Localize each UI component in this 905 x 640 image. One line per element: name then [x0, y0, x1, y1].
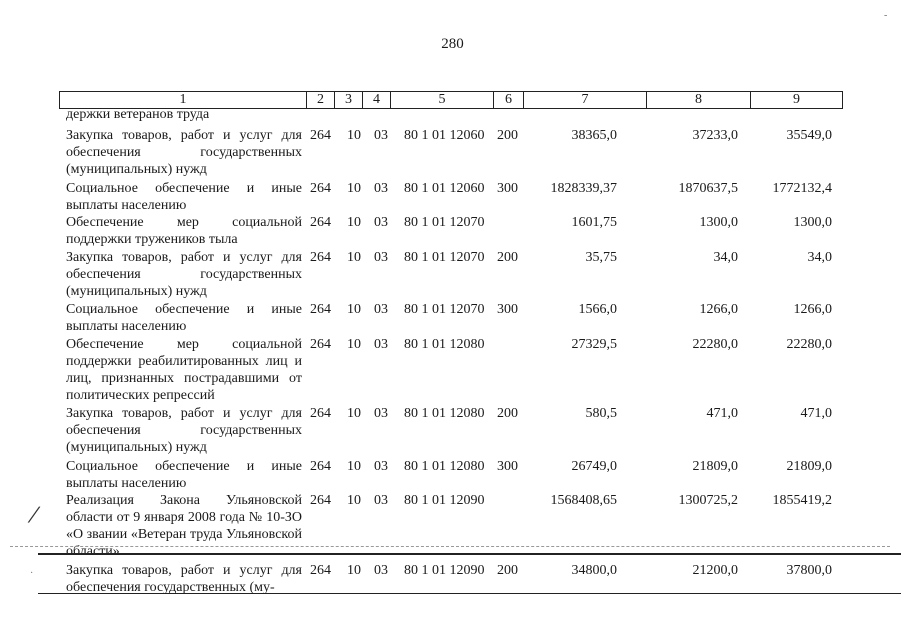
- cell-col-6: 300: [497, 302, 518, 317]
- header-col-8: 8: [646, 92, 750, 108]
- cell-col-5: 80 1 01 12070: [404, 215, 485, 230]
- cell-col-7: 34800,0: [571, 563, 617, 578]
- cell-col-2: 264: [310, 337, 331, 352]
- cell-col-7: 1568408,65: [550, 493, 617, 508]
- bottom-rule: [38, 593, 901, 594]
- header-col-1: 1: [179, 92, 187, 107]
- cell-col-4: 03: [374, 563, 388, 578]
- header-col-3: 3: [334, 92, 362, 108]
- cell-col-6: 200: [497, 250, 518, 265]
- cell-col-8: 21200,0: [692, 563, 738, 578]
- cell-col-3: 10: [347, 302, 361, 317]
- cell-col-8: 1300725,2: [678, 493, 738, 508]
- cell-col-7: 35,75: [585, 250, 617, 265]
- row-description: Социальное обеспечение и иные выплаты населению: [66, 302, 302, 334]
- header-col-4: 4: [362, 92, 390, 108]
- row-description: Закупка товаров, работ и услуг для обеспечения государственных (муниципальных) нужд: [66, 128, 302, 177]
- cell-col-5: 80 1 01 12090: [404, 493, 485, 508]
- cell-col-4: 03: [374, 406, 388, 421]
- cell-col-3: 10: [347, 181, 361, 196]
- cell-col-4: 03: [374, 181, 388, 196]
- cell-col-7: 27329,5: [571, 337, 617, 352]
- cell-col-3: 10: [347, 493, 361, 508]
- cell-col-5: 80 1 01 12060: [404, 181, 485, 196]
- cell-col-8: 1266,0: [699, 302, 738, 317]
- cell-col-7: 580,5: [585, 406, 617, 421]
- cell-col-4: 03: [374, 493, 388, 508]
- cell-col-4: 03: [374, 215, 388, 230]
- header-col-6: 6: [493, 92, 523, 108]
- cell-col-2: 264: [310, 181, 331, 196]
- cell-col-9: 1266,0: [793, 302, 832, 317]
- row-description: Обеспечение мер социальной поддержки реабилитированных лиц и лиц, признанных пострадавшими от политических репрессий: [66, 337, 302, 403]
- page-break-dashed-line: [10, 546, 890, 547]
- cell-col-5: 80 1 01 12080: [404, 406, 485, 421]
- cell-col-7: 1601,75: [571, 215, 617, 230]
- cell-col-3: 10: [347, 563, 361, 578]
- cell-col-9: 1300,0: [793, 215, 832, 230]
- header-col-2: 2: [306, 92, 334, 108]
- cell-col-8: 1870637,5: [678, 181, 738, 196]
- cell-col-8: 34,0: [713, 250, 738, 265]
- cell-col-8: 471,0: [706, 406, 738, 421]
- cell-col-4: 03: [374, 128, 388, 143]
- cell-col-6: 300: [497, 459, 518, 474]
- cell-col-3: 10: [347, 337, 361, 352]
- scan-speck: ·: [30, 568, 34, 579]
- cell-col-6: 200: [497, 406, 518, 421]
- cell-col-2: 264: [310, 406, 331, 421]
- cell-col-3: 10: [347, 215, 361, 230]
- cell-col-8: 37233,0: [692, 128, 738, 143]
- pen-slash-mark: /: [28, 499, 40, 530]
- cell-col-9: 37800,0: [786, 563, 832, 578]
- cell-col-3: 10: [347, 128, 361, 143]
- cell-col-2: 264: [310, 128, 331, 143]
- cell-col-9: 1772132,4: [772, 181, 832, 196]
- cell-col-3: 10: [347, 459, 361, 474]
- cell-col-6: 300: [497, 181, 518, 196]
- row-description: Закупка товаров, работ и услуг для обеспечения государственных (муниципальных) нужд: [66, 250, 302, 299]
- scan-speck: -: [884, 10, 888, 21]
- cell-col-9: 22280,0: [786, 337, 832, 352]
- cell-col-4: 03: [374, 337, 388, 352]
- cell-col-9: 21809,0: [786, 459, 832, 474]
- cell-col-2: 264: [310, 215, 331, 230]
- cell-col-6: 200: [497, 128, 518, 143]
- header-col-5: 5: [390, 92, 493, 108]
- cell-col-2: 264: [310, 493, 331, 508]
- cell-col-2: 264: [310, 302, 331, 317]
- cell-col-9: 34,0: [807, 250, 832, 265]
- page-break-line: [38, 553, 901, 555]
- cell-col-4: 03: [374, 302, 388, 317]
- cell-col-9: 471,0: [800, 406, 832, 421]
- cell-col-8: 21809,0: [692, 459, 738, 474]
- cell-col-2: 264: [310, 459, 331, 474]
- cell-col-6: 200: [497, 563, 518, 578]
- cell-col-4: 03: [374, 250, 388, 265]
- row-description: Закупка товаров, работ и услуг для обеспечения государственных (муниципальных) нужд: [66, 406, 302, 455]
- cell-col-8: 1300,0: [699, 215, 738, 230]
- cell-col-8: 22280,0: [692, 337, 738, 352]
- row-description: держки ветеранов труда: [66, 107, 210, 122]
- row-description: Реализация Закона Ульяновской области от 9 января 2008 года № 10-ЗО «О звании «Ветеран труда Ульяновской области»: [66, 493, 302, 559]
- row-description: Обеспечение мер социальной поддержки тружеников тыла: [66, 215, 302, 247]
- cell-col-7: 38365,0: [571, 128, 617, 143]
- cell-col-9: 35549,0: [786, 128, 832, 143]
- header-col-7: 7: [523, 92, 646, 108]
- header-col-9: 9: [750, 92, 842, 108]
- page-number: 280: [441, 36, 464, 52]
- cell-col-5: 80 1 01 12070: [404, 250, 485, 265]
- cell-col-5: 80 1 01 12090: [404, 563, 485, 578]
- cell-col-3: 10: [347, 406, 361, 421]
- cell-col-3: 10: [347, 250, 361, 265]
- cell-col-7: 26749,0: [571, 459, 617, 474]
- row-description: Социальное обеспечение и иные выплаты населению: [66, 459, 302, 491]
- cell-col-2: 264: [310, 563, 331, 578]
- cell-col-7: 1828339,37: [550, 181, 617, 196]
- cell-col-2: 264: [310, 250, 331, 265]
- row-description: Социальное обеспечение и иные выплаты населению: [66, 181, 302, 213]
- cell-col-5: 80 1 01 12080: [404, 337, 485, 352]
- cell-col-4: 03: [374, 459, 388, 474]
- cell-col-9: 1855419,2: [772, 493, 832, 508]
- row-description: Закупка товаров, работ и услуг для обеспечения государственных (му-: [66, 563, 302, 595]
- cell-col-5: 80 1 01 12080: [404, 459, 485, 474]
- cell-col-5: 80 1 01 12070: [404, 302, 485, 317]
- cell-col-5: 80 1 01 12060: [404, 128, 485, 143]
- cell-col-7: 1566,0: [578, 302, 617, 317]
